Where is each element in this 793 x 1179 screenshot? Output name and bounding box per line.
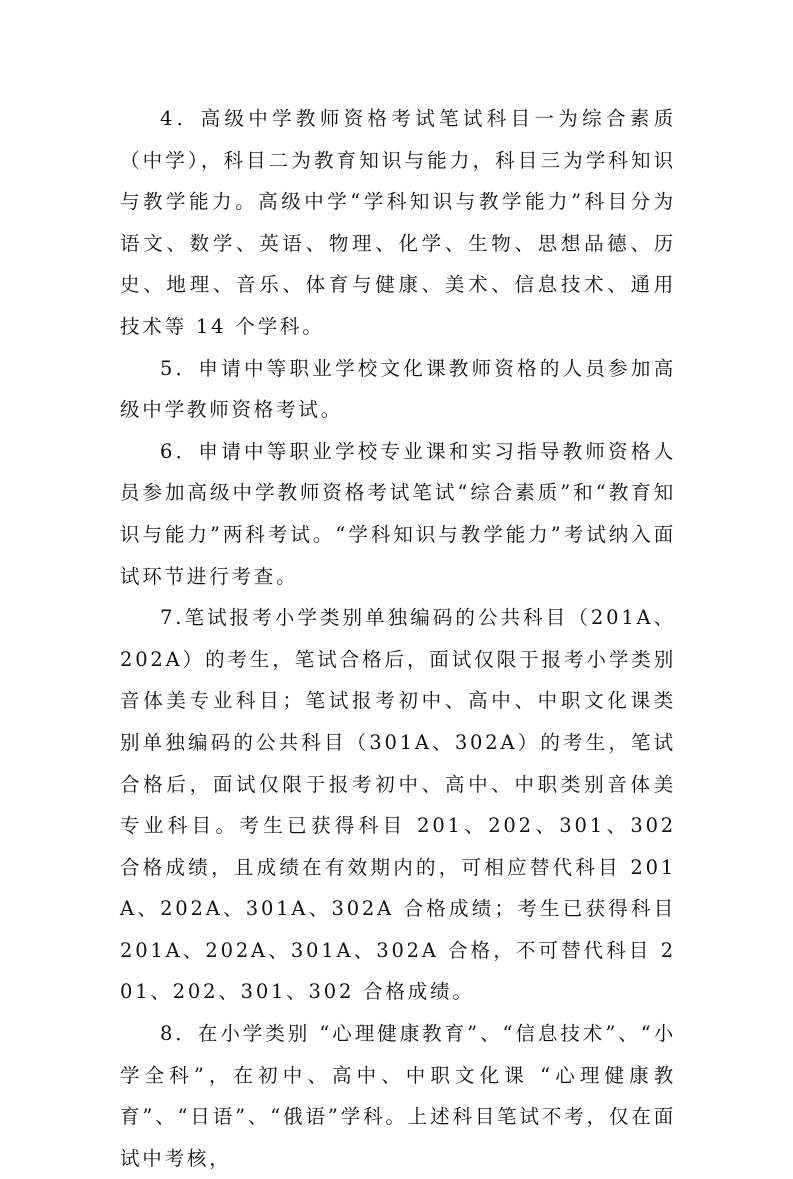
paragraph-item-6: 6．申请中等职业学校专业课和实习指导教师资格人员参加高级中学教师资格考试笔试“综合素质”和“教育知识与能力”两科考试。“学科知识与教学能力”考试纳入面试环节进行考查。 bbox=[120, 439, 676, 588]
document-body bbox=[120, 98, 676, 1179]
paragraph-item-4: 4．高级中学教师资格考试笔试科目一为综合素质（中学），科目二为教育知识与能力，科目三为学科知识与教学能力。高级中学“学科知识与教学能力”科目分为语文、数学、英语、物理、化学、生物、思想品德、历史、地理、音乐、体育与健康、美术、信息技术、通用技术等 14 个学科。 bbox=[120, 107, 676, 338]
paragraph-item-7: 7.笔试报考小学类别单独编码的公共科目（201A、202A）的考生，笔试合格后，面试仅限于报考小学类别音体美专业科目；笔试报考初中、高中、中职文化课类别单独编码的公共科目（301A、302A）的考生，笔试合格后，面试仅限于报考初中、高中、中职类别音体美专业科目。考生已获得科目 201、202、301、302 合格成绩，且成绩在有效期内的，可相应替代科目 201A、202A、301A、302A 合格成绩；考生已获得科目 201A、202A、301A、302A 合格，不可替代科目 201、202、301、302 合格成绩。 bbox=[120, 606, 676, 1004]
paragraph-item-5: 5．申请中等职业学校文化课教师资格的人员参加高级中学教师资格考试。 bbox=[120, 356, 676, 422]
paragraph-item-8: 8．在小学类别 “心理健康教育”、“信息技术”、“小学全科”，在初中、高中、中职文化课 “心理健康教育”、“日语”、“俄语”学科。上述科目笔试不考，仅在面试中考核， bbox=[120, 1022, 676, 1170]
